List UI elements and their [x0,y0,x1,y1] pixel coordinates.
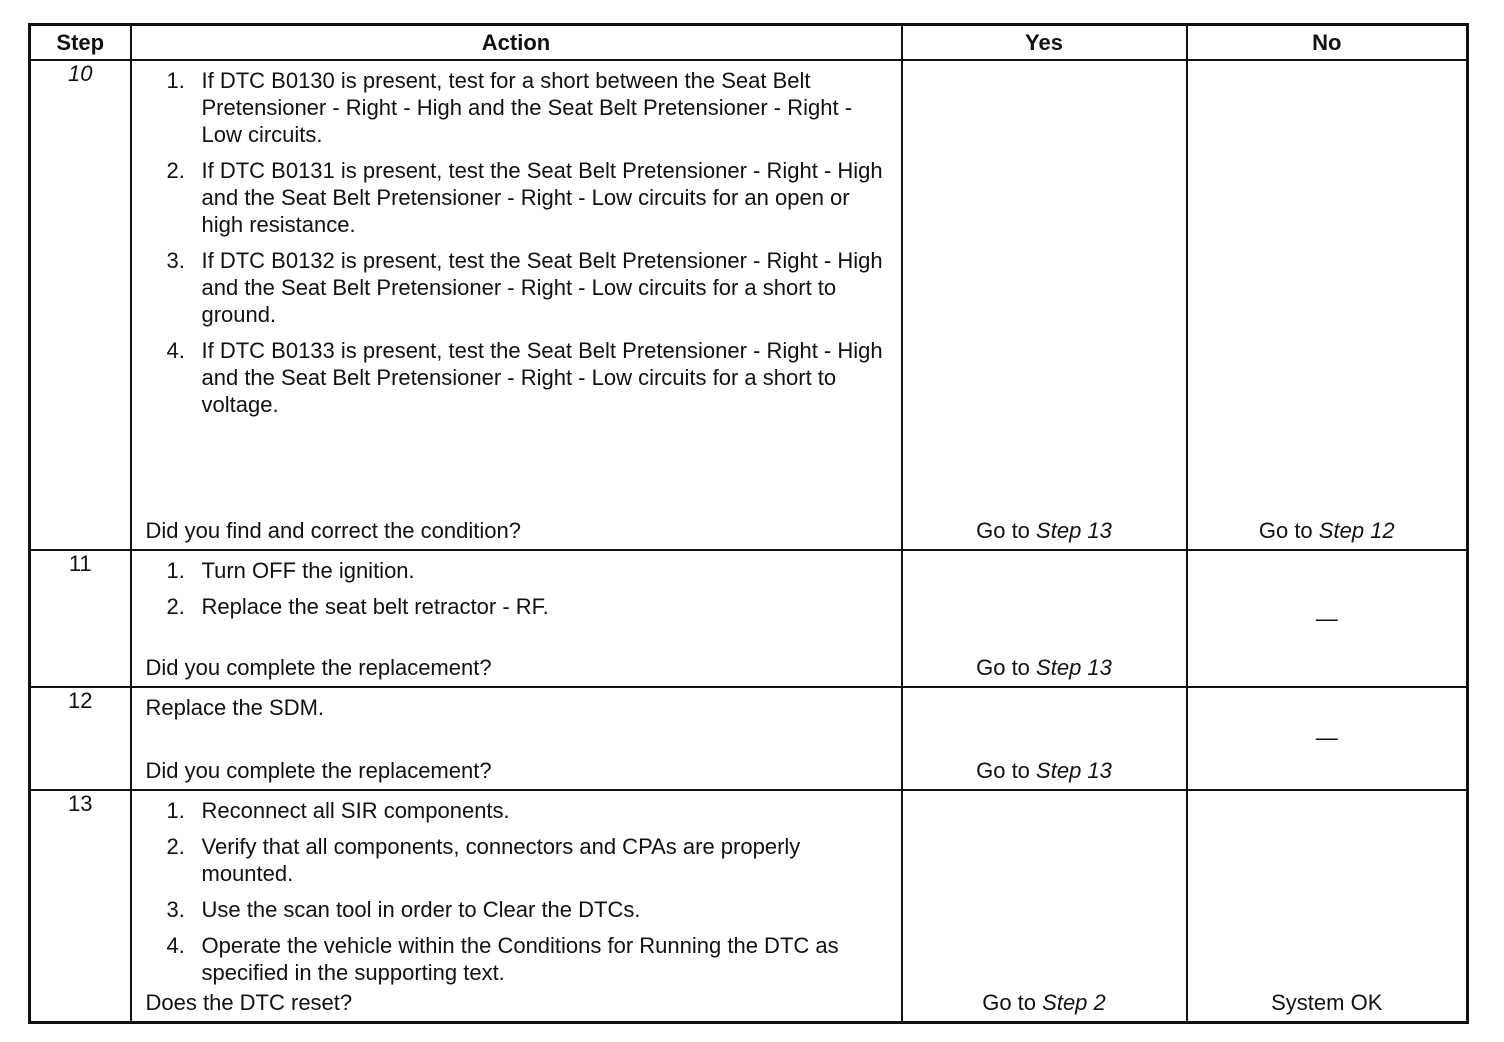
item-number: 3. [166,897,185,922]
action-text: Replace the SDM. [145,695,325,720]
step-number: 12 [30,687,131,790]
table-row-step-11 [30,550,1468,687]
question-text: Did you complete the replacement? [145,655,492,680]
table-row-step-12 [30,687,1468,790]
goto-prefix: Go to [982,990,1037,1015]
action-cell [131,687,902,790]
goto-target: Step 13 [1036,655,1112,680]
item-number: 2. [166,834,185,859]
header-no: No [1187,25,1468,61]
item-text: Use the scan tool in order to Clear the DTCs. [201,897,641,922]
goto-target: Step 12 [1318,518,1395,543]
no-goto [1188,517,1467,544]
goto-prefix: Go to [976,518,1030,543]
no-cell [1187,790,1468,1023]
header-action: Action [131,25,902,61]
action-cell [131,60,902,550]
list-item [166,337,887,418]
item-text: If DTC B0131 is present, test the Seat Belt Pretensioner - Right - High and the Seat Belt Pretensioner - Right - Low circuits for an open or high resistance. [201,158,883,237]
yes-cell [902,790,1187,1023]
no-cell [1187,687,1468,790]
list-item [166,157,887,238]
no-cell [1187,550,1468,687]
item-text: If DTC B0133 is present, test the Seat Belt Pretensioner - Right - High and the Seat Belt Pretensioner - Right - Low circuits for a short to voltage. [201,338,883,417]
yes-cell [902,60,1187,550]
item-number: 3. [166,248,185,273]
yes-cell [902,687,1187,790]
list-item [166,593,887,620]
goto-target: Step 2 [1042,990,1106,1015]
item-text: If DTC B0132 is present, test the Seat Belt Pretensioner - Right - High and the Seat Belt Pretensioner - Right - Low circuits for a short to ground. [201,248,883,327]
item-text: Turn OFF the ignition. [201,558,415,583]
table-row-step-10 [30,60,1468,550]
goto-prefix: Go to [976,758,1030,783]
yes-goto [903,654,1186,681]
goto-target: Step 13 [1036,518,1112,543]
item-number: 1. [166,558,185,583]
item-number: 4. [166,338,185,363]
action-list [146,67,887,418]
question-text: Did you complete the replacement? [145,758,492,783]
step-number: 11 [30,550,131,687]
question-text: Does the DTC reset? [145,990,353,1015]
item-number: 2. [166,594,185,619]
action-list [146,797,887,986]
item-number: 1. [166,798,185,823]
item-text: Replace the seat belt retractor - RF. [201,594,549,619]
header-yes: Yes [902,25,1187,61]
item-text: Verify that all components, connectors and CPAs are properly mounted. [201,834,801,886]
action-cell [131,550,902,687]
header-step: Step [30,25,131,61]
step-number: 13 [30,790,131,1023]
item-number: 1. [166,68,185,93]
header-row [30,25,1468,61]
diagnostic-table [28,23,1469,1024]
action-cell [131,790,902,1023]
list-item [166,67,887,148]
yes-goto [903,989,1186,1016]
item-text: Reconnect all SIR components. [201,798,510,823]
table-row-step-13 [30,790,1468,1023]
item-text: If DTC B0130 is present, test for a short between the Seat Belt Pretensioner - Right - High and the Seat Belt Pretensioner - Right - Low circuits. [201,68,853,147]
item-number: 4. [166,933,185,958]
no-cell [1187,60,1468,550]
question-text: Did you find and correct the condition? [145,518,521,543]
no-value-dash: — [1315,606,1338,631]
list-item [166,833,887,887]
goto-prefix: Go to [976,655,1030,680]
list-item [166,932,887,986]
yes-cell [902,550,1187,687]
no-value-dash: — [1315,725,1338,750]
list-item [166,557,887,584]
action-list [146,557,887,620]
list-item [166,797,887,824]
item-number: 2. [166,158,185,183]
no-result-text: System OK [1271,990,1383,1015]
yes-goto [903,757,1186,784]
item-text: Operate the vehicle within the Conditions for Running the DTC as specified in the supporting text. [201,933,839,985]
goto-prefix: Go to [1258,518,1313,543]
yes-goto [903,517,1186,544]
list-item [166,896,887,923]
step-number: 10 [30,60,131,550]
list-item [166,247,887,328]
goto-target: Step 13 [1036,758,1112,783]
